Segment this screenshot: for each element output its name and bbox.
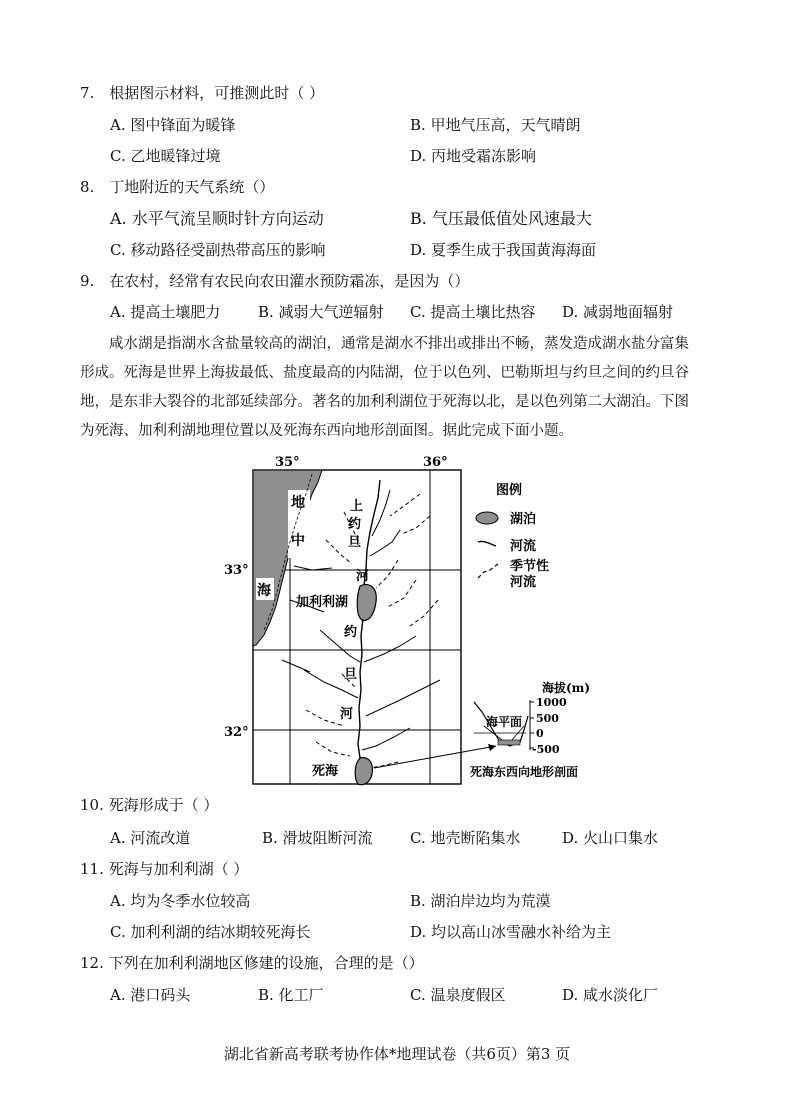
lon-label-36: 36° <box>423 455 448 470</box>
river-trib-east-1 <box>364 636 416 662</box>
option-7b[interactable]: B. 甲地气压高，天气晴朗 <box>410 116 581 134</box>
dead-sea-lake <box>355 758 372 785</box>
option-9b[interactable]: B. 减弱大气逆辐射 <box>258 303 384 321</box>
mediterranean-sea <box>253 470 322 646</box>
galilee-label: 加利利湖 <box>296 595 349 610</box>
option-8c[interactable]: C. 移动路径受副热带高压的影响 <box>110 241 326 259</box>
river-char-3: 旦 <box>348 535 362 550</box>
legend-lake-icon <box>476 512 498 524</box>
map-figure <box>220 450 620 786</box>
legend-seasonal-label-2: 河流 <box>510 575 537 590</box>
option-12a[interactable]: A. 港口码头 <box>110 986 191 1004</box>
option-9a[interactable]: A. 提高土壤肥力 <box>110 303 221 321</box>
question-7: 7. 根据图示材料，可推测此时（ ） <box>80 84 325 102</box>
river-char-4: 河 <box>356 569 370 584</box>
profile-tick-label-1000: 1000 <box>536 696 567 709</box>
pointer-arrow-head <box>488 744 496 751</box>
river-char-7: 河 <box>340 707 354 722</box>
option-12d[interactable]: D. 咸水淡化厂 <box>562 986 659 1004</box>
river-trib-1 <box>370 530 400 556</box>
dead-sea-label: 死海 <box>312 764 339 779</box>
option-9c[interactable]: C. 提高土壤比热容 <box>410 303 536 321</box>
profile-sea-level-label: 海平面 <box>486 715 523 729</box>
river-coastal-3 <box>294 566 332 570</box>
option-8a[interactable]: A. 水平气流呈顺时针方向运动 <box>110 209 324 228</box>
legend-river-label: 河流 <box>510 539 537 554</box>
option-12c[interactable]: C. 温泉度假区 <box>410 986 506 1004</box>
river-trib-east-3 <box>362 728 410 750</box>
option-10a[interactable]: A. 河流改道 <box>110 829 191 847</box>
option-8b[interactable]: B. 气压最低值处风速最大 <box>410 209 592 228</box>
option-8d[interactable]: D. 夏季生成于我国黄海海面 <box>410 241 597 259</box>
page-footer: 湖北省新高考联考协作体*地理试卷（共6页）第3 页 <box>223 1045 571 1063</box>
legend-title: 图例 <box>496 483 523 498</box>
option-7c[interactable]: C. 乙地暖锋过境 <box>110 147 221 165</box>
river-char-2: 约 <box>348 517 362 532</box>
question-12: 12. 下列在加利利湖地区修建的设施，合理的是（） <box>80 954 424 972</box>
option-11c[interactable]: C. 加利利湖的结冰期较死海长 <box>110 923 311 941</box>
sea-char-3: 海 <box>257 583 271 599</box>
lat-label-33: 33° <box>224 563 249 578</box>
option-10d[interactable]: D. 火山口集水 <box>562 829 659 847</box>
option-9d[interactable]: D. 减弱地面辐射 <box>562 303 674 321</box>
passage-line-4: 为死海、加利利湖地理位置以及死海东西向地形剖面图。据此完成下面小题。 <box>80 423 573 439</box>
lon-label-35: 35° <box>275 455 300 470</box>
sea-char-2: 中 <box>291 533 305 549</box>
option-11b[interactable]: B. 湖泊岸边均为荒漠 <box>410 892 551 910</box>
lat-label-32: 32° <box>224 725 249 740</box>
passage-line-2: 形成。死海是世界上海拔最低、盐度最高的内陆湖，位于以色列、巴勒斯坦与约旦之间的约旦谷 <box>80 365 689 381</box>
profile-tick-label-neg500: -500 <box>532 743 560 756</box>
option-11a[interactable]: A. 均为冬季水位较高 <box>110 892 251 910</box>
river-coastal-1 <box>282 660 310 672</box>
sea-char-1: 地 <box>291 495 305 511</box>
option-11d[interactable]: D. 均以高山冰雪融水补给为主 <box>410 923 612 941</box>
option-12b[interactable]: B. 化工厂 <box>258 986 324 1004</box>
river-char-1: 上 <box>350 499 364 514</box>
legend-seasonal-label-1: 季节性 <box>510 559 550 574</box>
profile-caption: 死海东西向地形剖面 <box>470 765 579 779</box>
option-10b[interactable]: B. 滑坡阻断河流 <box>262 829 373 847</box>
question-10: 10. 死海形成于（ ） <box>80 796 219 814</box>
legend-river-icon <box>478 541 496 546</box>
passage-line-1: 咸水湖是指湖水含盐量较高的湖泊，通常是湖水不排出或排出不畅，蒸发造成湖水盐分富集 <box>80 336 689 352</box>
river-trib-east-2 <box>366 680 440 716</box>
question-9: 9. 在农村，经常有农民向农田灌水预防霜冻，是因为（） <box>80 272 470 290</box>
profile-tick-label-500: 500 <box>536 712 559 725</box>
galilee-lake <box>357 585 376 621</box>
legend-seasonal-icon <box>478 564 498 578</box>
profile-ylabel: 海拔(m) <box>542 681 591 695</box>
question-11: 11. 死海与加利利湖（ ） <box>80 860 249 878</box>
question-8: 8. 丁地附近的天气系统（） <box>80 178 275 196</box>
option-10c[interactable]: C. 地壳断陷集水 <box>410 829 521 847</box>
river-char-5: 约 <box>344 625 358 640</box>
profile-tick-label-0: 0 <box>536 727 544 740</box>
option-7d[interactable]: D. 丙地受霜冻影响 <box>410 147 537 165</box>
option-7a[interactable]: A. 图中锋面为暖锋 <box>110 116 236 134</box>
passage-line-3: 地，是东非大裂谷的北部延续部分。著名的加利利湖位于死海以北，是以色列第二大湖泊。下图 <box>80 394 689 410</box>
river-char-6: 旦 <box>344 667 358 682</box>
legend-lake-label: 湖泊 <box>510 512 537 527</box>
passage <box>80 330 720 446</box>
profile-lake <box>498 740 520 745</box>
